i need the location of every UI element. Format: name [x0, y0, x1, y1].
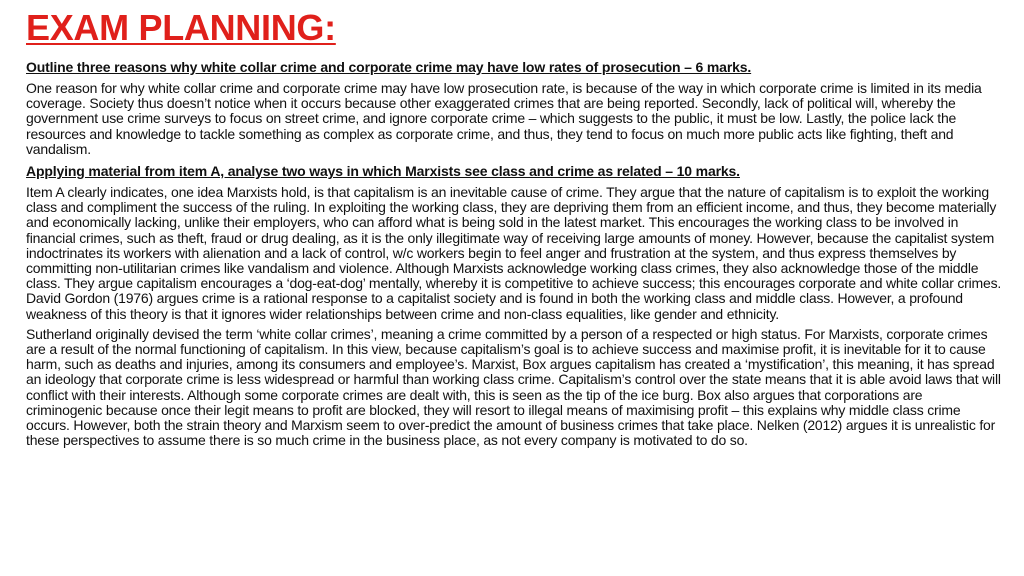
question-heading-1: Outline three reasons why white collar crime and corporate crime may have low rates of prosecution – 6 marks.	[26, 59, 752, 75]
answer-paragraph: One reason for why white collar crime and corporate crime may have low prosecution rate, is because of the way in which corporate crime is limited in its media coverage. Society thus doesn’t notice when it occurs because other exaggerated crimes that are being reported. Secondly, lack of political will, whereby the government use crime surveys to focus on street crime, and ignore corporate crime – which suggests to the public, it must be low. Lastly, the police lack the resources and knowledge to tackle something as complex as corporate crime, and thus, they tend to focus on much more public acts like fighting, theft and vandalism.	[26, 80, 982, 157]
answer-paragraph: Item A clearly indicates, one idea Marxists hold, is that capitalism is an inevitable cause of crime. They argue that the nature of capitalism is to exploit the working class and compliment the success of the ruling. In exploiting the working class, they are depriving them from an efficient income, and thus, they become materially and economically lacking, unlike their employers, who can afford what is being sold in the latest market. This encourages the working class to be involved in financial crimes, such as theft, fraud or drug dealing, as it is the only illegitimate way of receiving large amounts of money. However, because the capitalist system indoctrinates its workers with alienation and a lack of control, w/c workers begin to feel anger and frustration at the system, and thus express themselves by committing non-utilitarian crimes like vandalism and violence. Although Marxists acknowledge working class crimes, they also acknowledge those of the middle class. They argue capitalism encourages a ‘dog-eat-dog’ mentally, whereby it is competitive to achieve success; this encourages corporate and white collar crimes. David Gordon (1976) argues crime is a rational response to a capitalist society and is found in both the working class and middle class. However, a profound weakness of this theory is that it ignores wider relationships between crime and non-class equalities, like gender and ethnicity.	[26, 184, 1002, 322]
page-title: EXAM PLANNING:	[26, 7, 336, 48]
section-marxists	[26, 163, 1002, 448]
slide	[26, 6, 1002, 453]
section-prosecution	[26, 59, 1002, 157]
answer-paragraph: Sutherland originally devised the term ‘white collar crimes’, meaning a crime committed by a person of a respected or high status. For Marxists, corporate crimes are a result of the normal functioning of capitalism. In this view, because capitalism’s goal is to achieve success and maximise profit, it is inevitable for it to cause harm, such as deaths and injuries, among its consumers and employee’s. Marxist, Box argues capitalism has created a ‘mystification’, this meaning, it has spread an ideology that corporate crime is less widespread or harmful than working class crime. Capitalism’s control over the state means that it is able avoid laws that will conflict with their interests. Although some corporate crimes are dealt with, this is seen as the tip of the ice burg. Box also argues that corporations are criminogenic because once their legit means to profit are blocked, they will resort to illegal means of maximising profit – this explains why middle class crime occurs. However, both the strain theory and Marxism seem to over-predict the amount of business crimes that take place. Nelken (2012) argues it is unrealistic for these perspectives to assume there is so much crime in the business place, as not every company is motivated to do so.	[26, 325, 1001, 449]
question-heading-2: Applying material from item A, analyse two ways in which Marxists see class and crime as related – 10 marks.	[26, 163, 740, 180]
